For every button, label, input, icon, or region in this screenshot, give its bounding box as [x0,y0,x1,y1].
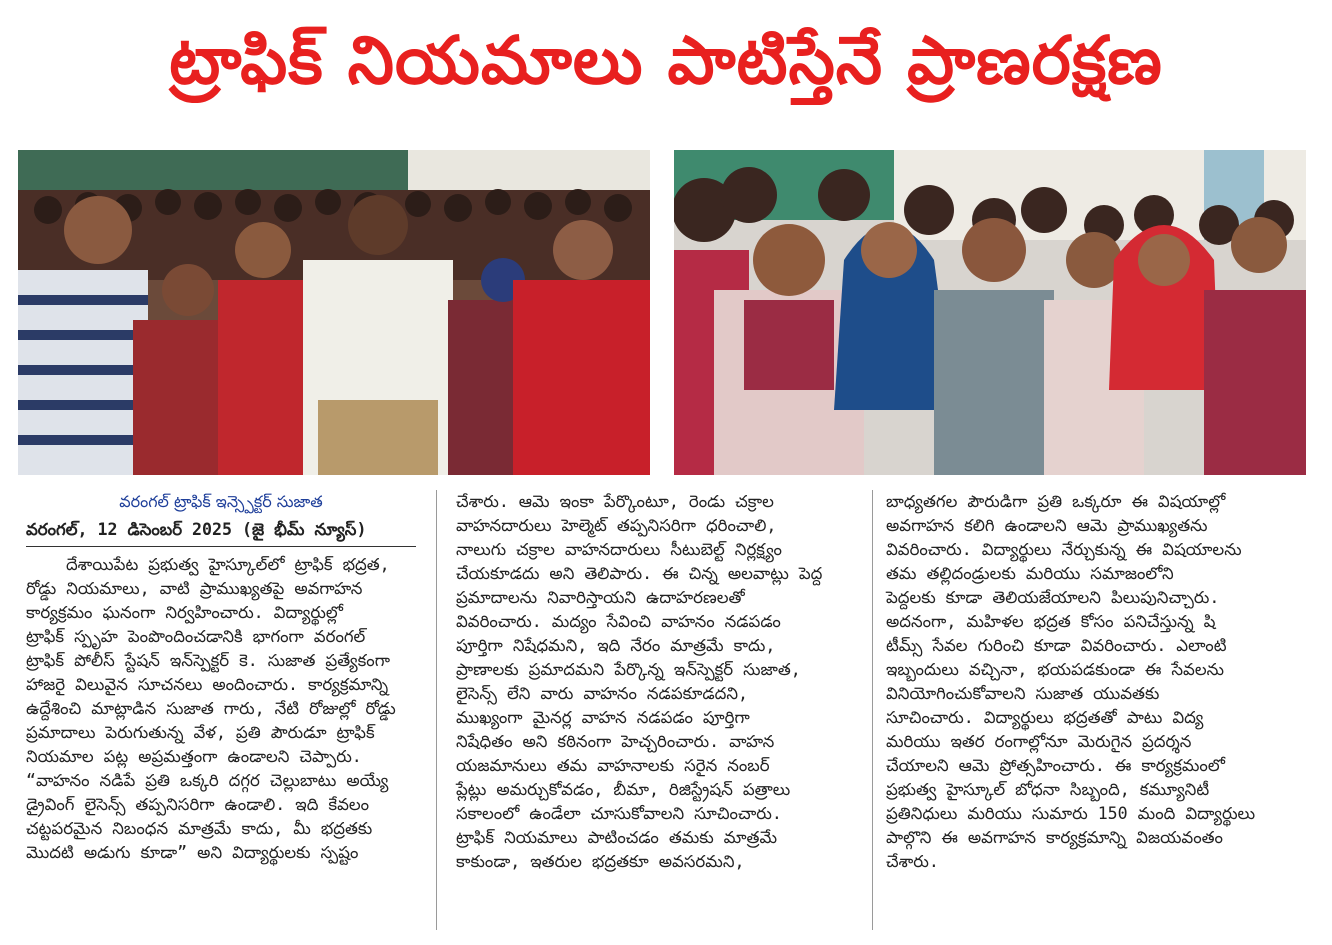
text-line: వివరించారు. మద్యం సేవించి వాహనం నడపడం [456,612,781,631]
text-line: యజమానులు తమ వాహనాలకు సరైన నంబర్ [456,756,770,775]
text-line: ప్రమాదాలను నివారిస్తాయని ఉదాహరణలతో [456,588,745,607]
text-line: ట్రాఫిక్ నియమాలు పాటించడం తమకు మాత్రమే [456,828,778,847]
article-column-2 [456,490,866,874]
text-line: పాల్గొని ఈ అవగాహన కార్యక్రమాన్ని విజయవంతం [886,828,1223,847]
text-line: ముఖ్యంగా మైనర్ల వాహన నడపడం పూర్తిగా [456,708,750,727]
text-line: టీమ్స్ సేవల గురించి కూడా వివరించారు. ఎలాంటి [886,636,1227,655]
text-line: కాకుండా, ఇతరుల భద్రతకూ అవసరమని, [456,852,745,871]
text-line: వాహనదారులు హెల్మెట్ తప్పనిసరిగా ధరించాలి, [456,516,777,535]
headline: ట్రాఫిక్ నియమాలు పాటిస్తేనే ప్రాణరక్షణ [169,21,1163,99]
text-line: “వాహనం నడిపే ప్రతి ఒక్కరి దగ్గర చెల్లుబాటు అయ్యే [26,771,389,790]
text-line: నిషేధితం అని కఠినంగా హెచ్చరించారు. వాహన [456,732,775,751]
text-line: లైసెన్స్ లేని వారు వాహనం నడపకూడదని, [456,684,749,703]
article-column-3 [886,490,1316,874]
article-column-1 [26,490,416,865]
text-line: ప్లేట్లు అమర్చుకోవడం, బీమా, రిజిస్ట్రేషన్ పత్రాలు [456,780,791,799]
text-line: ప్రమాదాలు పెరుగుతున్న వేళ, ప్రతి పౌరుడూ ట్రాఫిక్ [26,723,375,742]
text-line: చేయకూడదు అని తెలిపారు. ఈ చిన్న అలవాట్లు పెద్ద [456,564,823,583]
text-line: అవగాహన కలిగి ఉండాలని ఆమె ప్రాముఖ్యతను [886,516,1208,535]
text-line: డ్రైవింగ్ లైసెన్స్ తప్పనిసరిగా ఉండాలి. ఇది కేవలం [26,795,370,814]
photo-inspector-with-students [18,150,650,475]
column-divider [436,490,437,930]
text-line: మొదటి అడుగు కూడా” అని విద్యార్థులకు స్పష్టం [26,843,359,862]
text-line: తమ తల్లిదండ్రులకు మరియు సమాజంలోని [886,564,1174,583]
text-line: పెద్దలకు కూడా తెలియజేయాలని పిలుపునిచ్చారు. [886,588,1220,607]
text-line: నాలుగు చక్రాల వాహనదారులు సీటుబెల్ట్ నిర్లక్ష్యం [456,540,782,559]
text-line: ఇబ్బందులు వచ్చినా, భయపడకుండా ఈ సేవలను [886,660,1224,679]
column-divider [872,490,873,930]
text-line: సకాలంలో ఉండేలా చూసుకోవాలని సూచించారు. [456,804,782,823]
text-line: చేశారు. ఆమె ఇంకా పేర్కొంటూ, రెండు చక్రాల [456,492,774,511]
text-line: వినియోగించుకోవాలని సుజాత యువతకు [886,684,1160,703]
dateline: వరంగల్, 12 డిసెంబర్ 2025 (జై భీమ్ న్యూస్) [26,518,416,547]
text-line: ప్రాణాలకు ప్రమాదమని పేర్కొన్న ఇన్‌స్పెక్టర్ సుజాత, [456,660,801,679]
text-line: ట్రాఫిక్ పోలీస్ స్టేషన్ ఇన్‌స్పెక్టర్ కె. సుజాత ప్రత్యేకంగా [26,651,390,670]
text-line: కార్యక్రమం ఘనంగా నిర్వహించారు. విద్యార్థుల్లో [26,603,343,622]
text-line: చట్టపరమైన నిబంధన మాత్రమే కాదు, మీ భద్రతకు [26,819,373,838]
text-line: చేశారు. [886,852,939,871]
photo-students-listening [674,150,1306,475]
text-line: మరియు ఇతర రంగాల్లోనూ మెరుగైన ప్రదర్శన [886,732,1192,751]
text-line: అదనంగా, మహిళల భద్రత కోసం పనిచేస్తున్న షి [886,612,1216,631]
text-line: పూర్తిగా నిషేధమని, ఇది నేరం మాత్రమే కాదు, [456,636,776,655]
text-line: బాధ్యతగల పౌరుడిగా ప్రతి ఒక్కరూ ఈ విషయాల్లో [886,492,1226,511]
text-line: వివరించారు. విద్యార్థులు నేర్చుకున్న ఈ విషయాలను [886,540,1242,559]
text-line: ప్రతినిధులు మరియు సుమారు 150 మంది విద్యార్థులు [886,804,1256,823]
text-line: ట్రాఫిక్ స్పృహ పెంపొందించడానికి భాగంగా వరంగల్ [26,627,366,646]
text-line: సూచించారు. విద్యార్థులు భద్రతతో పాటు విద్య [886,708,1204,727]
text-line: ప్రభుత్వ హైస్కూల్ బోధనా సిబ్బంది, కమ్యూనిటీ [886,780,1210,799]
text-line: చేయాలని ఆమె ప్రోత్సహించారు. ఈ కార్యక్రమంలో [886,756,1225,775]
byline: వరంగల్ ట్రాఫిక్ ఇన్స్పెక్టర్ సుజాత [119,492,323,511]
text-line: హాజరై విలువైన సూచనలు అందించారు. కార్యక్రమాన్ని [26,675,389,694]
text-line: ఉద్దేశించి మాట్లాడిన సుజాత గారు, నేటి రోజుల్లో రోడ్డు [26,699,396,718]
text-line: దేశాయిపేట ప్రభుత్వ హైస్కూల్‌లో ట్రాఫిక్ భద్రత, [26,555,390,574]
text-line: నియమాల పట్ల అప్రమత్తంగా ఉండాలని చెప్పారు. [26,747,362,766]
text-line: రోడ్డు నియమాలు, వాటి ప్రాముఖ్యతపై అవగాహన [26,579,363,598]
